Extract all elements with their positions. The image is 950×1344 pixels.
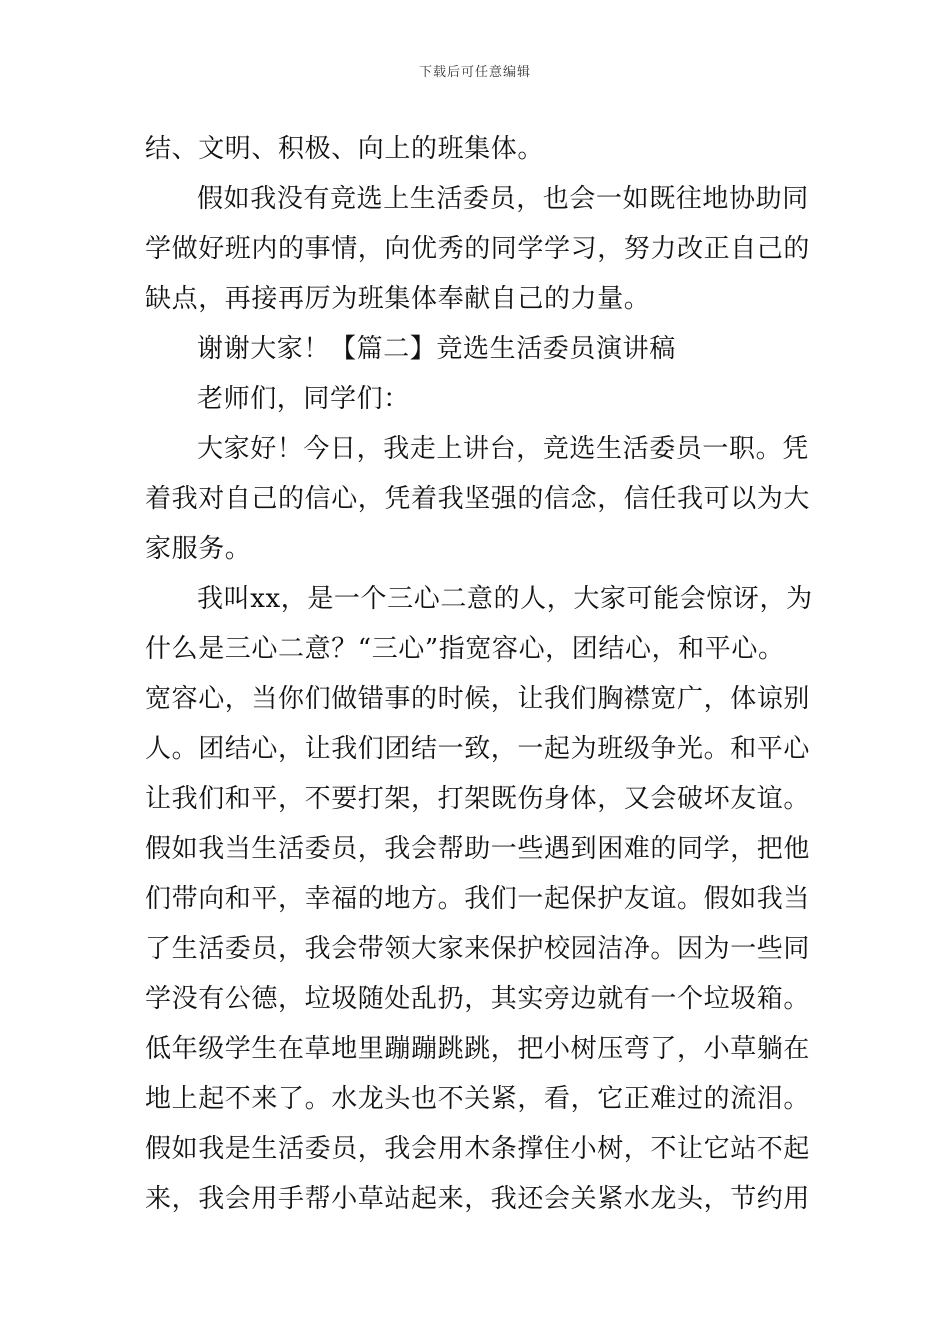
text-line-18: 学没有公德，垃圾随处乱扔，其实旁边就有一个垃圾箱。	[145, 984, 811, 1014]
text-line-17: 了生活委员，我会带领大家来保护校园洁净。因为一些同	[145, 934, 811, 964]
text-line-12: 宽容心，当你们做错事的时候，让我们胸襟宽广，体谅别	[145, 684, 811, 714]
text-line-3: 学做好班内的事情，向优秀的同学学习，努力改正自己的	[145, 234, 811, 264]
text-line-22: 来，我会用手帮小草站起来，我还会关紧水龙头，节约用	[145, 1184, 811, 1214]
text-line-7: 大家好！今日，我走上讲台，竞选生活委员一职。凭	[197, 434, 809, 464]
text-line-14: 让我们和平，不要打架，打架既伤身体，又会破坏友谊。	[145, 784, 811, 814]
text-line-1: 结、文明、积极、向上的班集体。	[145, 134, 545, 164]
text-line-10: 我叫xx，是一个三心二意的人，大家可能会惊讶，为	[197, 584, 813, 614]
text-line-5: 谢谢大家！【篇二】竞选生活委员演讲稿	[197, 334, 676, 364]
text-line-19: 低年级学生在草地里蹦蹦跳跳，把小树压弯了，小草躺在	[145, 1034, 811, 1064]
text-line-16: 们带向和平，幸福的地方。我们一起保护友谊。假如我当	[145, 884, 811, 914]
text-line-13: 人。团结心，让我们团结一致，一起为班级争光。和平心	[145, 734, 811, 764]
text-line-9: 家服务。	[145, 534, 252, 564]
text-line-8: 着我对自己的信心，凭着我坚强的信念，信任我可以为大	[145, 484, 811, 514]
page-header-note: 下载后可任意编辑	[418, 65, 531, 80]
text-line-6: 老师们，同学们：	[197, 384, 410, 414]
text-line-21: 假如我是生活委员，我会用木条撑住小树，不让它站不起	[145, 1134, 811, 1164]
text-line-20: 地上起不来了。水龙头也不关紧，看，它正难过的流泪。	[145, 1084, 811, 1114]
text-line-11: 什么是三心二意？“三心”指宽容心，团结心，和平心。	[145, 634, 785, 664]
text-line-15: 假如我当生活委员，我会帮助一些遇到困难的同学，把他	[145, 834, 811, 864]
text-line-2: 假如我没有竞选上生活委员，也会一如既往地协助同	[197, 184, 809, 214]
text-line-4: 缺点，再接再厉为班集体奉献自己的力量。	[145, 284, 651, 314]
